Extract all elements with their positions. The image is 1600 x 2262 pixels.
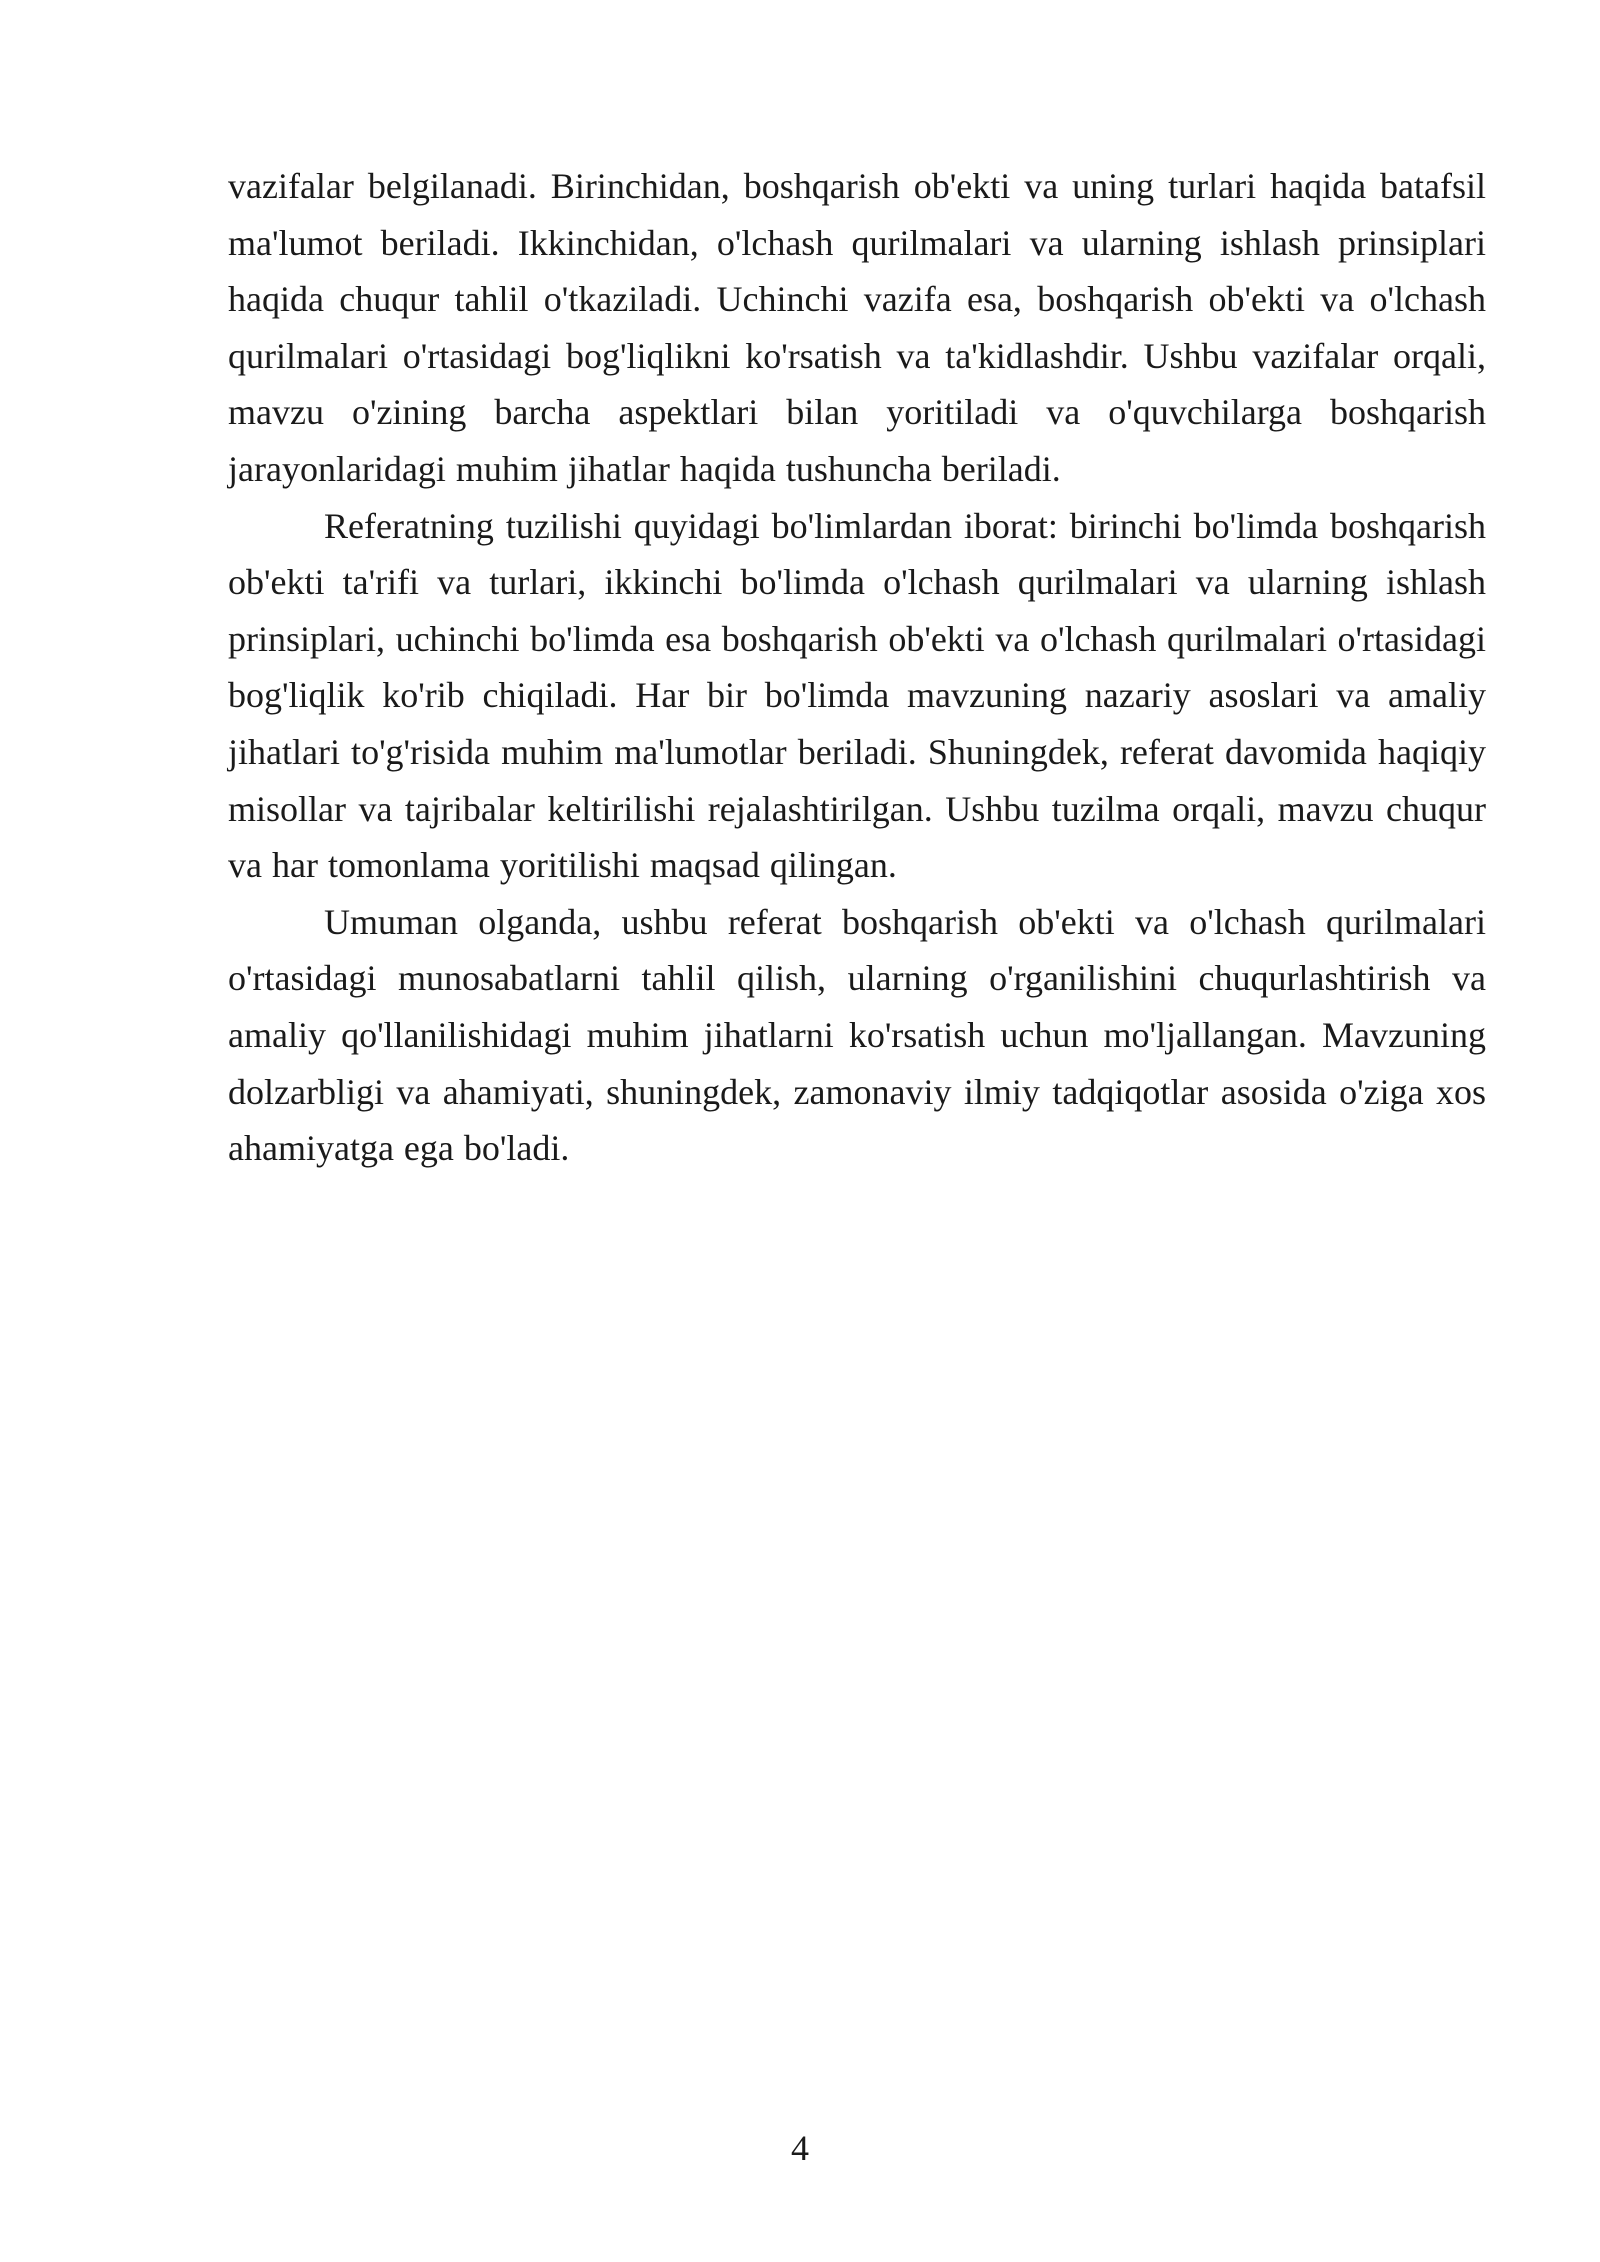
page-number: 4 xyxy=(791,2128,809,2168)
paragraph-continuation: vazifalar belgilanadi. Birinchidan, boshqarish ob'ekti va uning turlari haqida batafsil ma'lumot beriladi. Ikkinchidan, o'lchash qurilmalari va ularning ishlash prinsiplari haqida chuqur tahlil o'tkaziladi. Uchinchi vazifa esa, boshqarish ob'ekti va o'lchash qurilmalari o'rtasidagi bog'liqlikni ko'rsatish va ta'kidlashdir. Ushbu vazifalar orqali, mavzu o'zining barcha aspektlari bilan yoritiladi va o'quvchilarga boshqarish jarayonlaridagi muhim jihatlar haqida tushuncha beriladi. xyxy=(228,166,1486,489)
paragraph-conclusion: Umuman olganda, ushbu referat boshqarish ob'ekti va o'lchash qurilmalari o'rtasidagi munosabatlarni tahlil qilish, ularning o'rganilishini chuqurlashtirish va amaliy qo'llanilishidagi muhim jihatlarni ko'rsatish uchun mo'ljallangan. Mavzuning dolzarbligi va ahamiyati, shuningdek, zamonaviy ilmiy tadqiqotlar asosida o'ziga xos ahamiyatga ega bo'ladi. xyxy=(228,901,1486,1169)
paragraph-structure: Referatning tuzilishi quyidagi bo'limlardan iborat: birinchi bo'limda boshqarish ob'ekti ta'rifi va turlari, ikkinchi bo'limda o'lchash qurilmalari va ularning ishlash prinsiplari, uchinchi bo'limda esa boshqarish ob'ekti va o'lchash qurilmalari o'rtasidagi bog'liqlik ko'rib chiqiladi. Har bir bo'limda mavzuning nazariy asoslari va amaliy jihatlari to'g'risida muhim ma'lumotlar beriladi. Shuningdek, referat davomida haqiqiy misollar va tajribalar keltirilishi rejalashtirilgan. Ushbu tuzilma orqali, mavzu chuqur va har tomonlama yoritilishi maqsad qilingan. xyxy=(228,505,1486,886)
body-text xyxy=(228,158,1486,1177)
